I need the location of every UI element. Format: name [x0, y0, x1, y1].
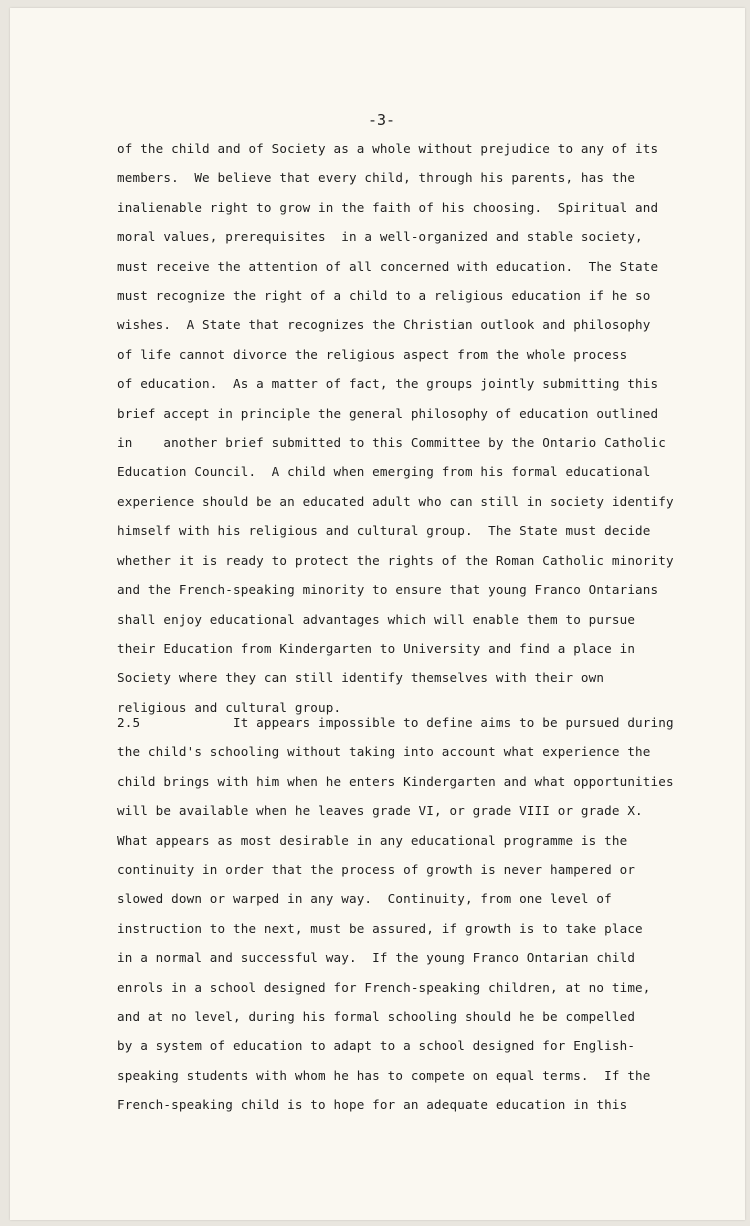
text-line: enrols in a school designed for French-speaking children, at no time,: [117, 979, 651, 995]
text-line: their Education from Kindergarten to University and find a place in: [117, 640, 636, 656]
text-line: must recognize the right of a child to a religious education if he so: [117, 288, 651, 304]
text-line: in a normal and successful way. If the young Franco Ontarian child: [117, 950, 636, 966]
text-line: continuity in order that the process of growth is never hampered or: [117, 862, 636, 878]
text-line: and at no level, during his formal schooling should he be compelled: [117, 1009, 636, 1025]
text-line: Society where they can still identify themselves with their own: [117, 670, 605, 686]
text-line: French-speaking child is to hope for an adequate education in this: [117, 1097, 628, 1113]
text-line: child brings with him when he enters Kindergarten and what opportunities: [117, 773, 674, 789]
text-line: speaking students with whom he has to compete on equal terms. If the: [117, 1067, 651, 1083]
paragraph-2-5: [117, 708, 674, 1120]
text-line: members. We believe that every child, through his parents, has the: [117, 170, 636, 186]
text-line: wishes. A State that recognizes the Christian outlook and philosophy: [117, 317, 651, 333]
text-line: and the French-speaking minority to ensure that young Franco Ontarians: [117, 582, 659, 598]
text-line: What appears as most desirable in any educational programme is the: [117, 832, 628, 848]
text-line: experience should be an educated adult who can still in society identify: [117, 493, 674, 509]
page-number: -3-: [368, 111, 396, 129]
text-line: religious and cultural group.: [117, 699, 342, 715]
text-line: moral values, prerequisites in a well-organized and stable society,: [117, 229, 643, 245]
text-line: must receive the attention of all concerned with education. The State: [117, 258, 659, 274]
text-line: shall enjoy educational advantages which will enable them to pursue: [117, 611, 636, 627]
text-line: brief accept in principle the general philosophy of education outlined: [117, 405, 659, 421]
paragraph-1: [117, 134, 674, 722]
text-line: himself with his religious and cultural group. The State must decide: [117, 523, 651, 539]
text-line: in another brief submitted to this Committee by the Ontario Catholic: [117, 435, 666, 451]
text-line: instruction to the next, must be assured, if growth is to take place: [117, 920, 643, 936]
text-line: of the child and of Society as a whole without prejudice to any of its: [117, 141, 659, 156]
text-line: of life cannot divorce the religious aspect from the whole process: [117, 346, 628, 362]
text-line: 2.5 It appears impossible to define aims to be pursued during: [117, 715, 674, 730]
text-line: of education. As a matter of fact, the groups jointly submitting this: [117, 376, 659, 392]
text-line: the child's schooling without taking into account what experience the: [117, 744, 651, 760]
text-line: inalienable right to grow in the faith of his choosing. Spiritual and: [117, 199, 659, 215]
text-line: slowed down or warped in any way. Continuity, from one level of: [117, 891, 612, 907]
text-line: Education Council. A child when emerging from his formal educational: [117, 464, 651, 480]
text-line: will be available when he leaves grade VI, or grade VIII or grade X.: [117, 803, 643, 819]
text-line: whether it is ready to protect the rights of the Roman Catholic minority: [117, 552, 674, 568]
text-line: by a system of education to adapt to a school designed for English-: [117, 1038, 636, 1054]
